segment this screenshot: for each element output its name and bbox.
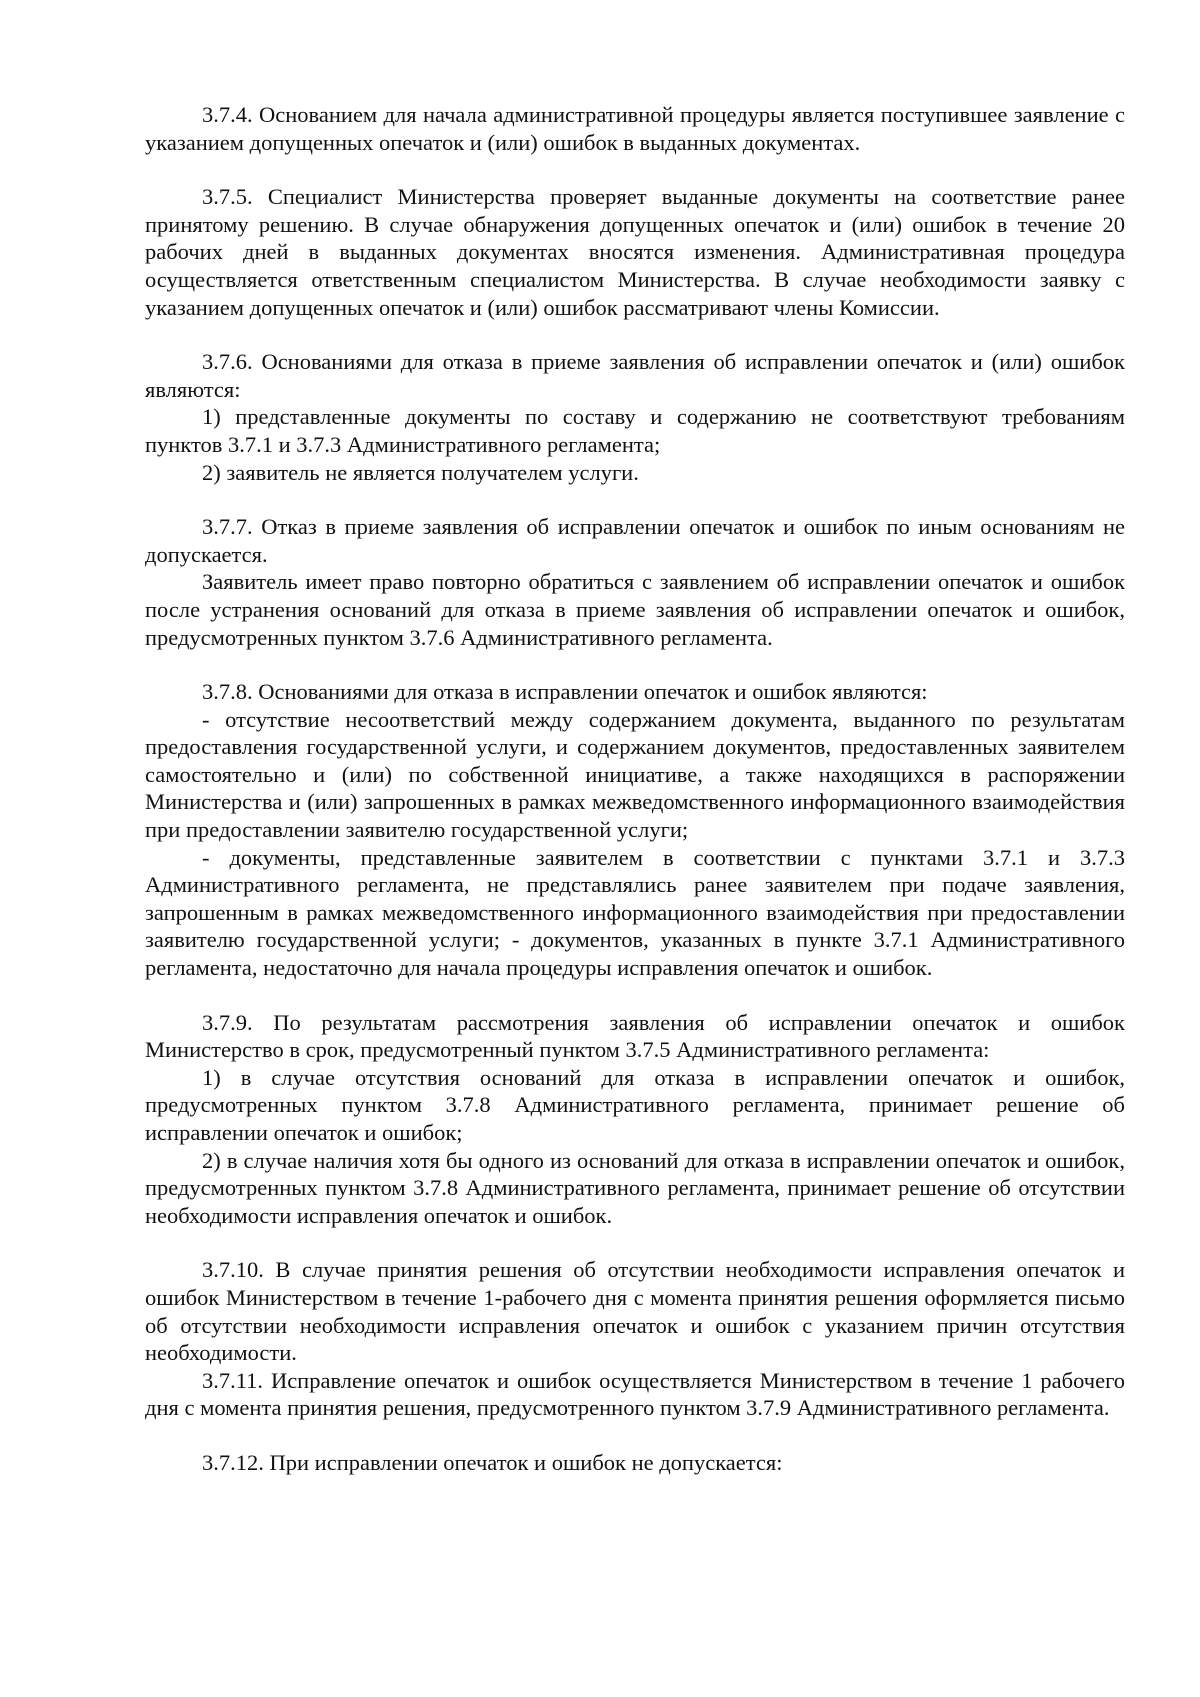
section-3-7-7 [145,513,1125,651]
section-3-7-8 [145,678,1125,982]
list-item: - отсутствие несоответствий между содержанием документа, выданного по результатам предоставления государственной услуги, и содержанием документов, предоставленных заявителем самостоятельно и (или) по собственной инициативе, а также находящихся в распоряжении Министерства и (или) запрошенных в рамках межведомственного информационного взаимодействия при предоставлении заявителю государственной услуги; [145,706,1125,843]
paragraph: Заявитель имеет право повторно обратиться с заявлением об исправлении опечаток и ошибок после устранения оснований для отказа в приеме заявления об исправлении опечаток и ошибок, предусмотренных пунктом 3.7.6 Административного регламента. [145,569,1125,650]
paragraph: 3.7.5. Специалист Министерства проверяет выданные документы на соответствие ранее принятому решению. В случае обнаружения допущенных опечаток и (или) ошибок в течение 20 рабочих дней в выданных документах вносятся изменения. Административная процедура осуществляется ответственным специалистом Министерства. В случае необходимости заявку с указанием допущенных опечаток и (или) ошибок рассматривают члены Комиссии. [145,184,1125,320]
section-3-7-10-11 [145,1256,1125,1422]
section-3-7-6 [145,348,1125,486]
paragraph: 3.7.6. Основаниями для отказа в приеме заявления об исправлении опечаток и (или) ошибок являются: [145,349,1125,402]
paragraph: 3.7.8. Основаниями для отказа в исправлении опечаток и ошибок являются: [202,679,928,705]
section-3-7-12 [145,1449,1125,1477]
list-item: 2) в случае наличия хотя бы одного из оснований для отказа в исправлении опечаток и ошибок, предусмотренных пунктом 3.7.8 Административного регламента, принимает решение об отсутствии необходимости исправления опечаток и ошибок. [145,1147,1125,1228]
list-item: 1) представленные документы по составу и содержанию не соответствуют требованиям пунктов 3.7.1 и 3.7.3 Административного регламента; [145,404,1125,457]
paragraph: 3.7.11. Исправление опечаток и ошибок осуществляется Министерством в течение 1 рабочего дня с момента принятия решения, предусмотренного пунктом 3.7.9 Административного регламента. [145,1367,1125,1421]
section-3-7-9 [145,1009,1125,1230]
document-body [145,101,1125,1477]
paragraph: 3.7.7. Отказ в приеме заявления об исправлении опечаток и ошибок по иным основаниям не допускается. [145,514,1125,567]
section-3-7-4 [145,101,1125,156]
paragraph: 3.7.12. При исправлении опечаток и ошибок не допускается: [202,1449,783,1475]
paragraph: 3.7.9. По результатам рассмотрения заявления об исправлении опечаток и ошибок Министерство в срок, предусмотренный пунктом 3.7.5 Административного регламента: [145,1009,1125,1063]
paragraph: 3.7.10. В случае принятия решения об отсутствии необходимости исправления опечаток и ошибок Министерством в течение 1-рабочего дня с момента принятия решения оформляется письмо об отсутствии необходимости исправления опечаток и ошибок с указанием причин отсутствия необходимости. [145,1257,1125,1366]
list-item: 1) в случае отсутствия оснований для отказа в исправлении опечаток и ошибок, предусмотренных пунктом 3.7.8 Административного регламента, принимает решение об исправлении опечаток и ошибок; [145,1064,1125,1145]
list-item: - документы, представленные заявителем в соответствии с пунктами 3.7.1 и 3.7.3 Административного регламента, не представлялись ранее заявителем при подаче заявления, запрошенным в рамках межведомственного информационного взаимодействия при предоставлении заявителю государственной услуги; - документов, указанных в пункте 3.7.1 Административного регламента, недостаточно для начала процедуры исправления опечаток и ошибок. [145,844,1125,981]
list-item: 2) заявитель не является получателем услуги. [202,459,639,485]
paragraph: 3.7.4. Основанием для начала административной процедуры является поступившее заявление с указанием допущенных опечаток и (или) ошибок в выданных документах. [145,102,1125,155]
section-3-7-5 [145,183,1125,321]
